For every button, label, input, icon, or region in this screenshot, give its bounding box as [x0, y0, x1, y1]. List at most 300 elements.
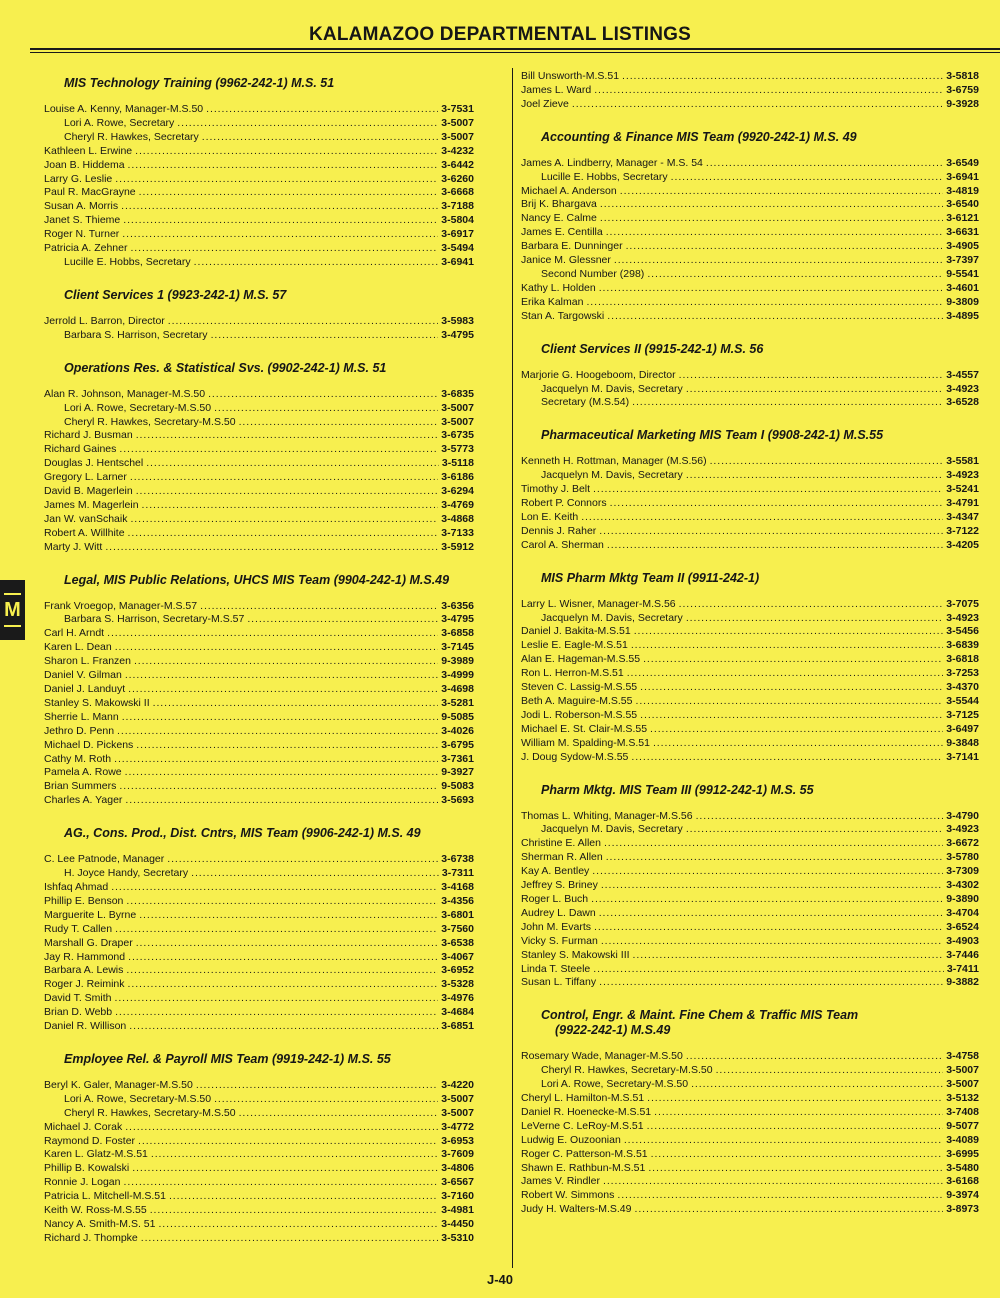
- dot-leader: [686, 612, 943, 626]
- dot-leader: [600, 198, 943, 212]
- directory-entry: [521, 455, 979, 469]
- section-title: [44, 361, 474, 376]
- entry-name: Cheryl R. Hawkes, Secretary-M.S.50: [64, 415, 236, 428]
- dot-leader: [135, 145, 438, 159]
- entry-name: Lucille E. Hobbs, Secretary: [64, 255, 191, 268]
- phone-extension: 3-6801: [441, 908, 474, 921]
- phone-extension: 3-5007: [441, 130, 474, 143]
- entry-name: Erika Kalman: [521, 295, 584, 308]
- entry-name: Richard J. Busman: [44, 429, 133, 442]
- phone-extension: 3-6672: [946, 837, 979, 850]
- directory-entry: [521, 1092, 979, 1106]
- phone-extension: 9-5085: [441, 710, 474, 723]
- directory-entry: [521, 469, 979, 483]
- dot-leader: [594, 921, 943, 935]
- dot-leader: [617, 1189, 943, 1203]
- entry-name: Gregory L. Larner: [44, 471, 127, 484]
- entry-name: Raymond D. Foster: [44, 1134, 136, 1147]
- directory-entry: [44, 725, 474, 739]
- directory-entry: [521, 84, 979, 98]
- phone-extension: 3-4356: [441, 894, 474, 907]
- phone-extension: 3-5581: [946, 455, 979, 468]
- phone-extension: 9-5541: [946, 267, 979, 280]
- phone-extension: 3-7446: [946, 948, 979, 961]
- dot-leader: [239, 416, 439, 430]
- section-title-line: Client Services 1 (9923-242-1) M.S. 57: [64, 287, 287, 302]
- entry-name: Bill Unsworth-M.S.51: [521, 70, 620, 82]
- phone-extension: 3-6735: [441, 429, 474, 442]
- entry-name: Stanley S. Makowski II: [44, 696, 150, 709]
- dot-leader: [128, 683, 438, 697]
- entry-name: Louise A. Kenny, Manager-M.S.50: [44, 103, 204, 115]
- entry-name: Daniel J. Bakita-M.S.51: [521, 625, 631, 638]
- dot-leader: [177, 117, 438, 131]
- directory-entry: [44, 739, 474, 753]
- dot-leader: [150, 1204, 439, 1218]
- section-title-line: Accounting & Finance MIS Team (9920-242-1) M.S. 49: [541, 129, 857, 144]
- dot-leader: [128, 951, 438, 965]
- directory-entry: [44, 1232, 474, 1246]
- directory-entry: [521, 198, 979, 212]
- dot-leader: [126, 964, 438, 978]
- index-tab-letter: M: [4, 598, 21, 621]
- phone-extension: 3-6168: [946, 1175, 979, 1188]
- phone-extension: 9-5077: [946, 1119, 979, 1132]
- directory-entry: [521, 879, 979, 893]
- entry-name: Michael J. Corak: [44, 1120, 123, 1133]
- entry-name: Roger L. Buch: [521, 892, 589, 905]
- dot-leader: [647, 268, 943, 282]
- directory-entry: [44, 145, 474, 159]
- phone-extension: 9-3848: [946, 736, 979, 749]
- phone-extension: 3-7145: [441, 641, 474, 654]
- dot-leader: [206, 103, 438, 117]
- entry-name: Vicky S. Furman: [521, 934, 598, 947]
- dot-leader: [691, 1078, 943, 1092]
- directory-entry: [521, 1189, 979, 1203]
- dot-leader: [679, 598, 944, 612]
- dot-leader: [651, 1148, 944, 1162]
- directory-entry: [44, 256, 474, 270]
- dot-leader: [624, 1134, 943, 1148]
- directory-entry: [521, 511, 979, 525]
- page-number: J-40: [486, 1272, 514, 1287]
- phone-extension: 3-4895: [946, 309, 979, 322]
- entry-name: Sharon L. Franzen: [44, 655, 131, 668]
- entry-name: Roger J. Reimink: [44, 978, 125, 991]
- dot-leader: [599, 907, 944, 921]
- entry-name: Daniel R. Hoenecke-M.S.51: [521, 1105, 652, 1118]
- directory-entry: [521, 1203, 979, 1217]
- dot-leader: [202, 131, 439, 145]
- directory-entry: [521, 709, 979, 723]
- dot-leader: [601, 879, 943, 893]
- entry-name: Jeffrey S. Briney: [521, 879, 598, 892]
- entry-name: Joel Zieve: [521, 97, 569, 110]
- dot-leader: [134, 655, 438, 669]
- dot-leader: [599, 525, 943, 539]
- directory-entry: [44, 923, 474, 937]
- phone-extension: 3-4769: [441, 498, 474, 511]
- phone-extension: 3-6631: [946, 226, 979, 239]
- dot-leader: [606, 851, 944, 865]
- entry-name: Paul R. MacGrayne: [44, 186, 136, 199]
- directory-entry: [44, 1148, 474, 1162]
- dot-leader: [130, 513, 438, 527]
- phone-extension: 3-4923: [946, 382, 979, 395]
- directory-entry: [44, 992, 474, 1006]
- dot-leader: [191, 867, 439, 881]
- phone-extension: 3-4791: [946, 497, 979, 510]
- phone-extension: 3-5480: [946, 1161, 979, 1174]
- dot-leader: [686, 823, 943, 837]
- directory-entry: [521, 98, 979, 112]
- phone-extension: 9-5083: [441, 780, 474, 793]
- directory-entry: [521, 1078, 979, 1092]
- dot-leader: [214, 402, 438, 416]
- phone-extension: 3-6738: [441, 853, 474, 866]
- phone-extension: 3-8973: [946, 1203, 979, 1216]
- phone-extension: 3-7311: [441, 867, 474, 880]
- entry-name: Charles A. Yager: [44, 794, 123, 807]
- phone-extension: 3-4089: [946, 1133, 979, 1146]
- dot-leader: [132, 1162, 438, 1176]
- entry-name: C. Lee Patnode, Manager: [44, 853, 165, 866]
- dot-leader: [115, 641, 439, 655]
- entry-name: Steven C. Lassig-M.S.55: [521, 681, 638, 694]
- directory-entry: [44, 200, 474, 214]
- phone-extension: 3-5780: [946, 851, 979, 864]
- directory-entry: [521, 254, 979, 268]
- section-title: [44, 76, 474, 91]
- phone-extension: 3-4698: [441, 683, 474, 695]
- directory-entry: [521, 497, 979, 511]
- dot-leader: [123, 1176, 438, 1190]
- phone-extension: 3-4220: [441, 1078, 474, 1091]
- directory-entry: [44, 697, 474, 711]
- directory-entry: [521, 949, 979, 963]
- entry-name: James L. Ward: [521, 83, 592, 96]
- directory-entry: [44, 895, 474, 909]
- entry-name: Patricia L. Mitchell-M.S.51: [44, 1190, 166, 1203]
- phone-extension: 3-5007: [441, 116, 474, 129]
- phone-extension: 3-4795: [441, 328, 474, 341]
- directory-entry: [521, 396, 979, 410]
- dot-leader: [105, 541, 438, 555]
- dot-leader: [627, 667, 944, 681]
- dot-leader: [125, 669, 438, 683]
- directory-entry: [44, 117, 474, 131]
- entry-name: Brian D. Webb: [44, 1006, 113, 1019]
- entry-name: Barbara E. Dunninger: [521, 240, 623, 253]
- entry-name: Ludwig E. Ouzoonian: [521, 1133, 621, 1146]
- dot-leader: [211, 329, 439, 343]
- directory-entry: [44, 1121, 474, 1135]
- phone-extension: 3-4819: [946, 184, 979, 197]
- phone-extension: 3-6851: [441, 1020, 474, 1033]
- entry-name: Jethro D. Penn: [44, 724, 115, 737]
- entry-name: Alan R. Johnson, Manager-M.S.50: [44, 387, 206, 400]
- phone-extension: 3-7560: [441, 922, 474, 935]
- dot-leader: [640, 709, 943, 723]
- phone-extension: 9-3882: [946, 976, 979, 989]
- phone-extension: 3-6567: [441, 1176, 474, 1189]
- entry-name: Marjorie G. Hoogeboom, Director: [521, 368, 676, 381]
- directory-entry: [521, 483, 979, 497]
- directory-entry: [521, 695, 979, 709]
- dot-leader: [125, 766, 439, 780]
- dot-leader: [128, 159, 439, 173]
- entry-name: Sherman R. Allen: [521, 851, 603, 864]
- phone-extension: 3-6356: [441, 599, 474, 612]
- entry-name: James E. Centilla: [521, 226, 603, 239]
- entry-name: Cheryl R. Hawkes, Secretary-M.S.50: [64, 1106, 236, 1119]
- section-title-line: Pharmaceutical Marketing MIS Team I (9908-242-1) M.S.55: [541, 428, 884, 443]
- phone-extension: 3-7531: [441, 103, 474, 115]
- entry-name: Jacquelyn M. Davis, Secretary: [541, 823, 683, 836]
- entry-name: Judy H. Walters-M.S.49: [521, 1203, 632, 1216]
- phone-extension: 3-4067: [441, 950, 474, 963]
- phone-extension: 3-4557: [946, 368, 979, 381]
- dot-leader: [128, 978, 439, 992]
- entry-name: Pamela A. Rowe: [44, 766, 122, 779]
- entry-name: Daniel R. Willison: [44, 1020, 127, 1033]
- section-title: [521, 571, 979, 586]
- phone-extension: 3-4772: [441, 1120, 474, 1133]
- entry-name: Jay R. Hammond: [44, 950, 126, 963]
- directory-entry: [521, 612, 979, 626]
- dot-leader: [599, 976, 943, 990]
- entry-name: Susan L. Tiffany: [521, 976, 597, 989]
- entry-name: Michael A. Anderson: [521, 184, 617, 197]
- phone-extension: 3-4232: [441, 144, 474, 157]
- entry-name: Brij K. Bhargava: [521, 198, 597, 211]
- directory-entry: [521, 240, 979, 254]
- phone-extension: 3-5912: [441, 540, 474, 553]
- section-title-line: Client Services II (9915-242-1) M.S. 56: [541, 341, 764, 356]
- phone-extension: 3-6858: [441, 627, 474, 640]
- phone-extension: 3-4923: [946, 469, 979, 482]
- dot-leader: [194, 256, 439, 270]
- phone-extension: 3-5007: [441, 1092, 474, 1105]
- entry-name: Jerrold L. Barron, Director: [44, 314, 165, 327]
- dot-leader: [594, 84, 943, 98]
- entry-name: Rosemary Wade, Manager-M.S.50: [521, 1050, 683, 1063]
- section-title-line: MIS Pharm Mktg Team II (9911-242-1): [541, 570, 760, 585]
- phone-extension: 3-6818: [946, 653, 979, 666]
- directory-entry: [44, 329, 474, 343]
- phone-extension: 3-6839: [946, 639, 979, 652]
- entry-name: Audrey L. Dawn: [521, 906, 596, 919]
- entry-name: David B. Magerlein: [44, 485, 133, 498]
- phone-extension: 3-7253: [946, 667, 979, 680]
- dot-leader: [631, 751, 943, 765]
- dot-leader: [168, 315, 439, 329]
- directory-entry: [44, 853, 474, 867]
- dot-leader: [592, 865, 943, 879]
- entry-name: Susan A. Morris: [44, 200, 119, 213]
- directory-entry: [44, 1135, 474, 1149]
- phone-extension: 3-4868: [441, 512, 474, 525]
- dot-leader: [146, 457, 439, 471]
- dot-leader: [653, 737, 943, 751]
- dot-leader: [138, 1135, 438, 1149]
- entry-name: Ishfaq Ahmad: [44, 880, 109, 893]
- entry-name: Robert A. Willhite: [44, 526, 125, 539]
- directory-entry: [521, 837, 979, 851]
- directory-entry: [44, 683, 474, 697]
- directory-entry: [44, 909, 474, 923]
- entry-name: Barbara A. Lewis: [44, 964, 124, 977]
- dot-leader: [136, 739, 438, 753]
- phone-extension: 9-3928: [946, 97, 979, 110]
- entry-name: Richard J. Thompke: [44, 1231, 138, 1244]
- entry-name: Kenneth H. Rottman, Manager (M.S.56): [521, 455, 707, 468]
- directory-entry: [44, 964, 474, 978]
- directory-entry: [521, 525, 979, 539]
- dot-leader: [136, 937, 439, 951]
- directory-entry: [521, 810, 979, 824]
- dot-leader: [635, 695, 943, 709]
- entry-name: Linda T. Steele: [521, 962, 591, 975]
- directory-entry: [521, 310, 979, 324]
- section-title-line: AG., Cons. Prod., Dist. Cntrs, MIS Team (9906-242-1) M.S. 49: [64, 826, 421, 841]
- directory-entry: [521, 681, 979, 695]
- title-rule: [30, 48, 1000, 50]
- phone-extension: 3-7075: [946, 597, 979, 610]
- phone-extension: 3-6528: [946, 396, 979, 409]
- directory-entry: [521, 893, 979, 907]
- dot-leader: [654, 1106, 943, 1120]
- dot-leader: [633, 949, 944, 963]
- dot-leader: [600, 212, 943, 226]
- section-title: [44, 288, 474, 303]
- directory-entry: [44, 1176, 474, 1190]
- phone-extension: 3-7397: [946, 254, 979, 267]
- phone-extension: 3-7122: [946, 524, 979, 537]
- directory-entry: [44, 627, 474, 641]
- entry-name: Kathleen L. Erwine: [44, 144, 133, 157]
- dot-leader: [136, 485, 439, 499]
- entry-name: Jan W. vanSchaik: [44, 512, 128, 525]
- phone-extension: 3-6952: [441, 964, 474, 977]
- section-title-line: Operations Res. & Statistical Svs. (9902-242-1) M.S. 51: [64, 360, 387, 375]
- entry-name: Lon E. Keith: [521, 510, 579, 523]
- phone-extension: 3-5007: [441, 401, 474, 414]
- entry-name: Joan B. Hiddema: [44, 158, 125, 171]
- phone-extension: 3-5241: [946, 483, 979, 496]
- entry-name: Jacquelyn M. Davis, Secretary: [541, 382, 683, 395]
- dot-leader: [121, 200, 438, 214]
- dot-leader: [117, 725, 438, 739]
- dot-leader: [632, 396, 943, 410]
- entry-name: Nancy E. Calme: [521, 212, 597, 225]
- directory-entry: [521, 282, 979, 296]
- dot-leader: [139, 186, 439, 200]
- directory-entry: [521, 1148, 979, 1162]
- phone-extension: 3-4758: [946, 1050, 979, 1063]
- dot-leader: [603, 1175, 943, 1189]
- phone-extension: 3-4370: [946, 681, 979, 694]
- phone-extension: 3-5456: [946, 625, 979, 638]
- section-title: [521, 783, 979, 798]
- entry-name: Karen L. Dean: [44, 641, 112, 654]
- entry-name: Alan E. Hageman-M.S.55: [521, 653, 641, 666]
- entry-name: Lori A. Rowe, Secretary-M.S.50: [64, 401, 212, 414]
- phone-extension: 3-5132: [946, 1092, 979, 1105]
- directory-entry: [44, 881, 474, 895]
- entry-name: Stanley S. Makowski III: [521, 948, 630, 961]
- dot-leader: [125, 794, 438, 808]
- phone-extension: 9-3974: [946, 1189, 979, 1202]
- phone-extension: 3-5494: [441, 242, 474, 255]
- entry-name: Dennis J. Raher: [521, 524, 597, 537]
- phone-extension: 3-6294: [441, 485, 474, 498]
- dot-leader: [214, 1093, 438, 1107]
- section-title-line: (9922-242-1) M.S.49: [555, 1023, 671, 1038]
- entry-name: Jacquelyn M. Davis, Secretary: [541, 611, 683, 624]
- directory-entry: [44, 1093, 474, 1107]
- directory-entry: [44, 780, 474, 794]
- dot-leader: [125, 1121, 438, 1135]
- directory-entry: [44, 527, 474, 541]
- directory-entry: [44, 315, 474, 329]
- entry-name: James M. Magerlein: [44, 498, 139, 511]
- entry-name: Michael E. St. Clair-M.S.55: [521, 722, 648, 735]
- directory-entry: [44, 173, 474, 187]
- dot-leader: [601, 935, 943, 949]
- directory-entry: [44, 867, 474, 881]
- directory-entry: [521, 598, 979, 612]
- entry-name: Stan A. Targowski: [521, 309, 605, 322]
- phone-extension: 3-6759: [946, 83, 979, 96]
- entry-name: William M. Spalding-M.S.51: [521, 736, 650, 749]
- dot-leader: [634, 625, 944, 639]
- phone-extension: 3-6668: [441, 186, 474, 199]
- directory-entry: [44, 513, 474, 527]
- entry-name: Lucille E. Hobbs, Secretary: [541, 170, 668, 183]
- section-title: [521, 342, 979, 357]
- section-title: [44, 573, 474, 588]
- entry-name: Lori A. Rowe, Secretary-M.S.50: [541, 1078, 689, 1091]
- directory-entry: [44, 1020, 474, 1034]
- directory-entry: [521, 1064, 979, 1078]
- phone-extension: 3-6795: [441, 738, 474, 751]
- directory-entry: [521, 963, 979, 977]
- entry-name: H. Joyce Handy, Secretary: [64, 867, 189, 880]
- phone-extension: 3-6549: [946, 156, 979, 169]
- directory-entry: [521, 865, 979, 879]
- phone-extension: 3-4302: [946, 879, 979, 892]
- directory-entry: [44, 1190, 474, 1204]
- dot-leader: [599, 282, 944, 296]
- entry-name: Nancy A. Smith-M.S. 51: [44, 1218, 156, 1230]
- continued-entries: [521, 58, 979, 112]
- phone-extension: 3-6524: [946, 920, 979, 933]
- entry-name: Janice M. Glessner: [521, 254, 611, 267]
- phone-extension: 3-4795: [441, 613, 474, 626]
- dot-leader: [129, 1020, 438, 1034]
- dot-leader: [572, 98, 943, 112]
- dot-leader: [650, 723, 943, 737]
- dot-leader: [115, 173, 438, 187]
- directory-entry: [44, 978, 474, 992]
- entry-name: Rudy T. Callen: [44, 922, 113, 935]
- entry-name: Roger C. Patterson-M.S.51: [521, 1147, 648, 1160]
- directory-entry: [44, 471, 474, 485]
- directory-entry: [521, 157, 979, 171]
- dot-leader: [208, 388, 438, 402]
